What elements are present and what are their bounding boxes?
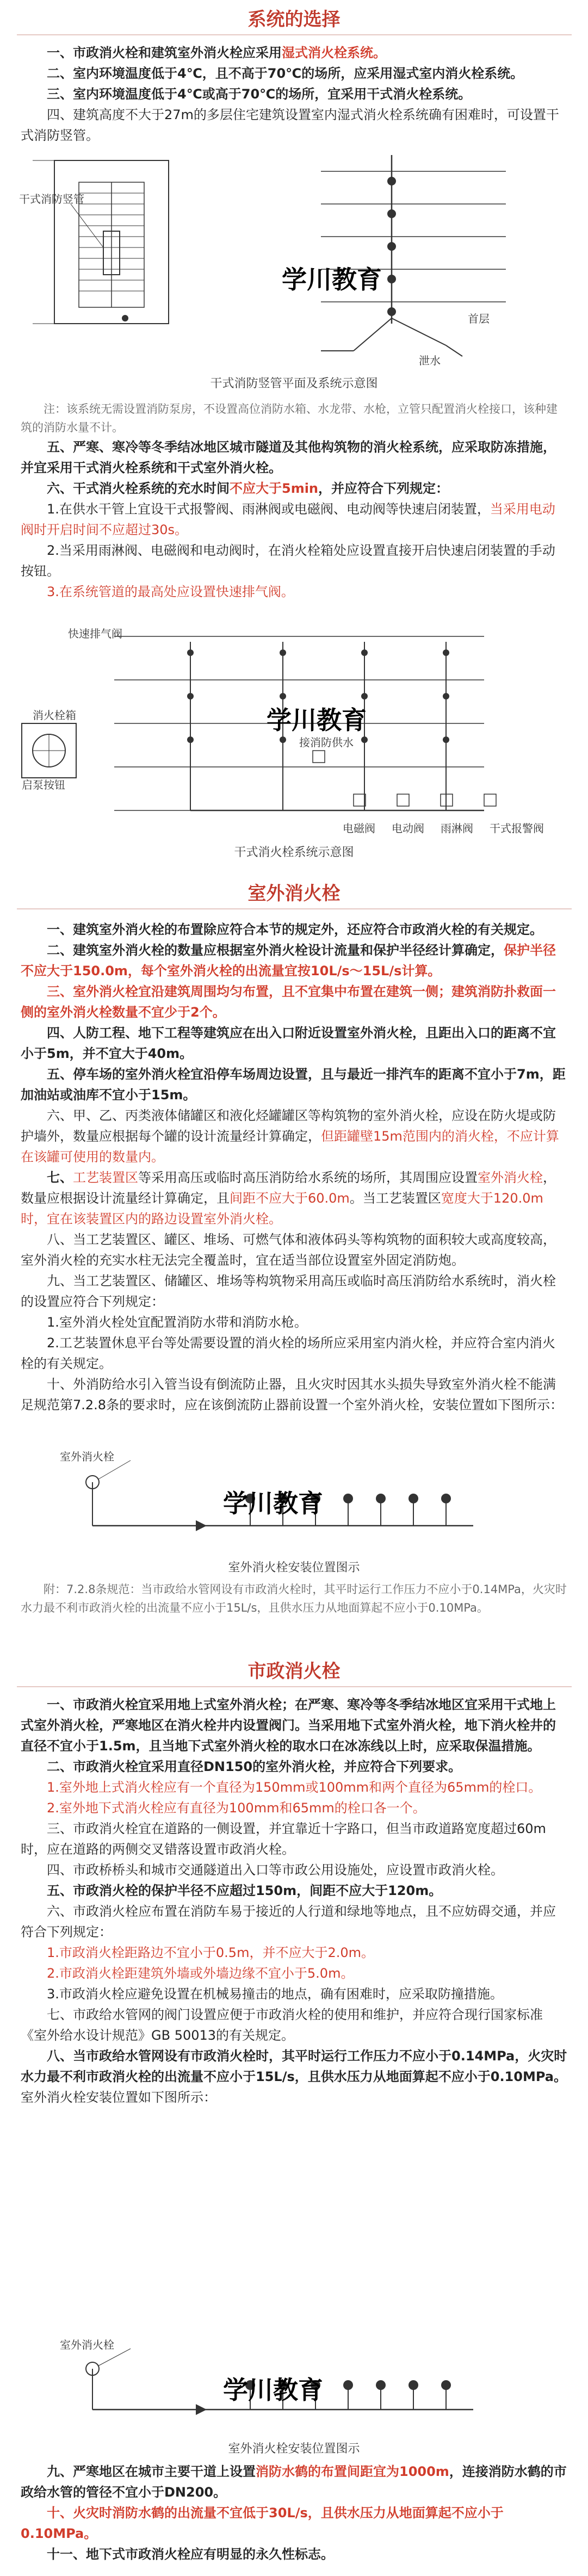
label-dry-alarm: 干式报警阀 bbox=[490, 822, 544, 835]
clause-5: 五、严寒、寒冷等冬季结冰地区城市隧道及其他构筑物的消火栓系统，应采取防冻措施，并宜采用干式消火栓系统和干式室外消火栓。 bbox=[21, 439, 556, 475]
clause-2: 二、建筑室外消火栓的数量应根据室外消火栓设计流量和保护半径经计算确定，保护半径不应大于150.0m，每个室外消火栓的出流量宜按10L/s～15L/s计算。 bbox=[21, 943, 556, 979]
clause-1: 一、建筑室外消火栓的布置除应符合本节的规定外，还应符合市政消火栓的有关规定。 bbox=[47, 922, 543, 937]
outdoor-hydrant-install-diagram bbox=[16, 1450, 571, 1553]
section-system-selection bbox=[0, 4, 588, 35]
clause-7: 七、工艺装置区等采用高压或临时高压消防给水系统的场所，其周围应设置室外消火栓，数量应根据设计流量经计算确定，且间距不应大于60.0m。当工艺装置区宽度大于120.0m时，宜在该装置区内的路边设置室外消火栓。 bbox=[21, 1170, 556, 1227]
figure-municipal-hydrant-install bbox=[16, 2339, 571, 2437]
clause-10: 十、火灾时消防水鹤的出流量不宜低于30L/s，且供水压力从地面算起不应小于0.10MPa。 bbox=[21, 2505, 504, 2541]
clause-4: 四、人防工程、地下工程等建筑应在出入口附近设置室外消火栓，且距出入口的距离不宜小于5m，并不宜大于40m。 bbox=[21, 1025, 556, 1061]
label-hydrant-box: 消火栓箱 bbox=[33, 709, 76, 722]
label-solenoid: 电磁阀 bbox=[343, 822, 375, 835]
clause-6: 六、甲、乙、丙类液体储罐区和液化烃罐罐区等构筑物的室外消火栓，应设在防火堤或防护墙外，数量应根据每个罐的设计流量经计算确定，但距罐壁15m范围内的消火栓，不应计算在该罐可使用的数量内。 bbox=[21, 1108, 559, 1165]
clause-1: 一、市政消火栓宜采用地上式室外消火栓；在严寒、寒冷等冬季结冰地区宜采用干式地上式室外消火栓，严寒地区在消火栓井内设置阀门。当采用地下式室外消火栓，地下消火栓井的直径不宜小于1.5m，且当地下式室外消火栓的取水口在冰冻线以上时，应采取保温措施。 bbox=[21, 1697, 556, 1754]
section3-body-2 bbox=[0, 2461, 588, 2565]
figure-outdoor-hydrant-install bbox=[16, 1450, 571, 1553]
label-ground-floor: 首层 bbox=[468, 312, 490, 325]
clause-5: 五、停车场的室外消火栓宜沿停车场周边设置，且与最近一排汽车的距离不宜小于7m，距加油站或油库不宜小于15m。 bbox=[21, 1067, 566, 1103]
appendix-note: 附：7.2.8条规范：当市政给水管网设有市政消火栓时，其平时运行工作压力不应小于0.14MPa，火灾时水力最不利市政消火栓的出流量不应小于15L/s，且供水压力从地面算起不应小于0.10MPa。 bbox=[21, 1583, 567, 1614]
section3-body bbox=[0, 1694, 588, 2108]
clause-6-1: 1.在供水干管上宜设干式报警阀、雨淋阀或电磁阀、电动阀等快速启闭装置，当采用电动阀时开启时间不应超过30s。 bbox=[21, 501, 555, 537]
label-drain: 泄水 bbox=[419, 354, 441, 367]
dry-standpipe-diagram bbox=[16, 139, 571, 373]
section-title: 市政消火栓 bbox=[247, 1661, 341, 1682]
clause-9: 九、严寒地区在城市主要干道上设置消防水鹤的布置间距宜为1000m，连接消防水鹤的市政给水管的管径不宜小于DN200。 bbox=[21, 2464, 567, 2500]
divider bbox=[17, 1686, 572, 1687]
clause-4: 四、建筑高度不大于27m的多层住宅建筑设置室内湿式消火栓系统确有困难时，可设置干式消防竖管。 bbox=[21, 107, 559, 143]
divider bbox=[17, 908, 572, 909]
clause-6-2: 2.市政消火栓距建筑外墙或外墙边缘不宜小于5.0m。 bbox=[47, 1966, 354, 1981]
figure-caption: 室外消火栓安装位置图示 bbox=[228, 1561, 360, 1575]
clause-6-2: 2.当采用雨淋阀、电磁阀和电动阀时，在消火栓箱处应设置直接开启快速启闭装置的手动按钮。 bbox=[21, 543, 555, 579]
figure-caption: 干式消防竖管平面及系统示意图 bbox=[210, 377, 378, 391]
clause-10: 十、外消防给水引入管当设有倒流防止器，且火灾时因其水头损失导致室外消火栓不能满足规范第7.2.8条的要求时，应在该倒流防止器前设置一个室外消火栓，安装位置如下图所示： bbox=[21, 1377, 564, 1413]
clause-6: 六、干式消火栓系统的充水时间不应大于5min，并应符合下列规定： bbox=[47, 481, 449, 496]
watermark: 学川教育 bbox=[223, 2375, 323, 2405]
label-outdoor-hydrant: 室外消火栓 bbox=[60, 2339, 114, 2351]
section-title: 系统的选择 bbox=[247, 9, 341, 30]
label-outdoor-hydrant: 室外消火栓 bbox=[60, 1450, 114, 1463]
label-pump-button: 启泵按钮 bbox=[22, 778, 65, 791]
note: 注：该系统无需设置消防泵房，不设置高位消防水箱、水龙带、水枪，立管只配置消火栓接口，该种建筑的消防水量不计。 bbox=[21, 403, 558, 434]
watermark: 学川教育 bbox=[282, 265, 382, 294]
divider bbox=[17, 34, 572, 35]
clause-5: 五、市政消火栓的保护半径不应超过150m，间距不应大于120m。 bbox=[47, 1883, 442, 1898]
section1-body bbox=[0, 42, 588, 146]
clause-6-3: 3.市政消火栓应避免设置在机械易撞击的地点，确有困难时，应采取防撞措施。 bbox=[47, 1986, 503, 2002]
clause-8: 八、当工艺装置区、罐区、堆场、可燃气体和液体码头等构筑物的面积较大或高度较高，室外消火栓的充实水柱无法完全覆盖时，宜在适当部位设置室外固定消防炮。 bbox=[21, 1232, 556, 1268]
clause-2: 二、市政消火栓宜采用直径DN150的室外消火栓，并应符合下列要求。 bbox=[47, 1759, 462, 1774]
clause-6-1: 1.市政消火栓距路边不宜小于0.5m，并不应大于2.0m。 bbox=[47, 1945, 374, 1960]
clause-3: 三、室外消火栓宜沿建筑周围均匀布置，且不宜集中布置在建筑一侧；建筑消防扑救面一侧的室外消火栓数量不宜少于2个。 bbox=[21, 984, 556, 1020]
clause-9: 九、当工艺装置区、储罐区、堆场等构筑物采用高压或临时高压消防给水系统时，消火栓的设置应符合下列规定： bbox=[21, 1273, 556, 1309]
clause-6: 六、市政消火栓应布置在消防车易于接近的人行道和绿地等地点，且不应妨碍交通，并应符合下列规定： bbox=[21, 1904, 556, 1940]
municipal-hydrant-install-diagram bbox=[16, 2339, 571, 2437]
figure-dry-standpipe bbox=[16, 139, 571, 373]
figure-dry-hydrant-system bbox=[16, 620, 571, 838]
section2-body bbox=[0, 919, 588, 1415]
clause-3: 三、室内环境温度低于4℃或高于70℃的场所，宜采用干式消火栓系统。 bbox=[47, 86, 472, 102]
watermark: 学川教育 bbox=[267, 705, 367, 735]
label-exhaust-valve: 快速排气阀 bbox=[68, 627, 122, 640]
clause-1: 一、市政消火栓和建筑室外消火栓应采用湿式消火栓系统。 bbox=[47, 45, 386, 60]
label-motor-valve: 电动阀 bbox=[392, 822, 424, 835]
section-title: 室外消火栓 bbox=[247, 883, 341, 905]
clause-11: 十一、地下式市政消火栓应有明显的永久性标志。 bbox=[47, 2547, 334, 2562]
label-deluge-valve: 雨淋阀 bbox=[441, 822, 473, 835]
section-outdoor-hydrant bbox=[0, 878, 588, 909]
clause-3: 三、市政消火栓宜在道路的一侧设置，并宜靠近十字路口，但当市政道路宽度超过60m时，应在道路的两侧交叉错落设置市政消火栓。 bbox=[21, 1821, 546, 1857]
section-municipal-hydrant bbox=[0, 1656, 588, 1687]
label-fire-supply: 接消防供水 bbox=[299, 736, 354, 749]
section2-note bbox=[0, 1580, 588, 1617]
dry-hydrant-system-diagram bbox=[16, 620, 571, 838]
clause-2: 二、室内环境温度低于4℃，且不高于70℃的场所，应采用湿式室内消火栓系统。 bbox=[47, 66, 524, 81]
figure-caption: 室外消火栓安装位置图示 bbox=[228, 2442, 360, 2456]
clause-8: 八、当市政给水管网设有市政消火栓时，其平时运行工作压力不应小于0.14MPa，火灾时水力最不利市政消火栓的出流量不应小于15L/s，且供水压力从地面算起不应小于0.10MPa。室外消火栓安装位置如下图所示： bbox=[21, 2048, 567, 2105]
clause-9-1: 1.室外消火栓处宜配置消防水带和消防水枪。 bbox=[47, 1315, 307, 1330]
clause-7: 七、市政给水管网的阀门设置应便于市政消火栓的使用和维护，并应符合现行国家标准《室外给水设计规范》GB 50013的有关规定。 bbox=[21, 2007, 543, 2043]
clause-6-3: 3.在系统管道的最高处应设置快速排气阀。 bbox=[47, 584, 294, 599]
clause-2-2: 2.室外地下式消火栓应有直径为100mm和65mm的栓口各一个。 bbox=[47, 1800, 426, 1816]
watermark: 学川教育 bbox=[223, 1489, 323, 1518]
figure-caption: 干式消火栓系统示意图 bbox=[234, 846, 354, 859]
section1-body-2 bbox=[0, 400, 588, 602]
label-dry-pipe: 干式消防竖管 bbox=[19, 193, 84, 206]
clause-2-1: 1.室外地上式消火栓应有一个直径为150mm或100mm和两个直径为65mm的栓口。 bbox=[47, 1780, 542, 1795]
clause-4: 四、市政桥桥头和城市交通隧道出入口等市政公用设施处，应设置市政消火栓。 bbox=[47, 1862, 504, 1878]
clause-9-2: 2.工艺装置休息平台等处需要设置的消火栓的场所应采用室内消火栓，并应符合室内消火栓的有关规定。 bbox=[21, 1335, 555, 1371]
